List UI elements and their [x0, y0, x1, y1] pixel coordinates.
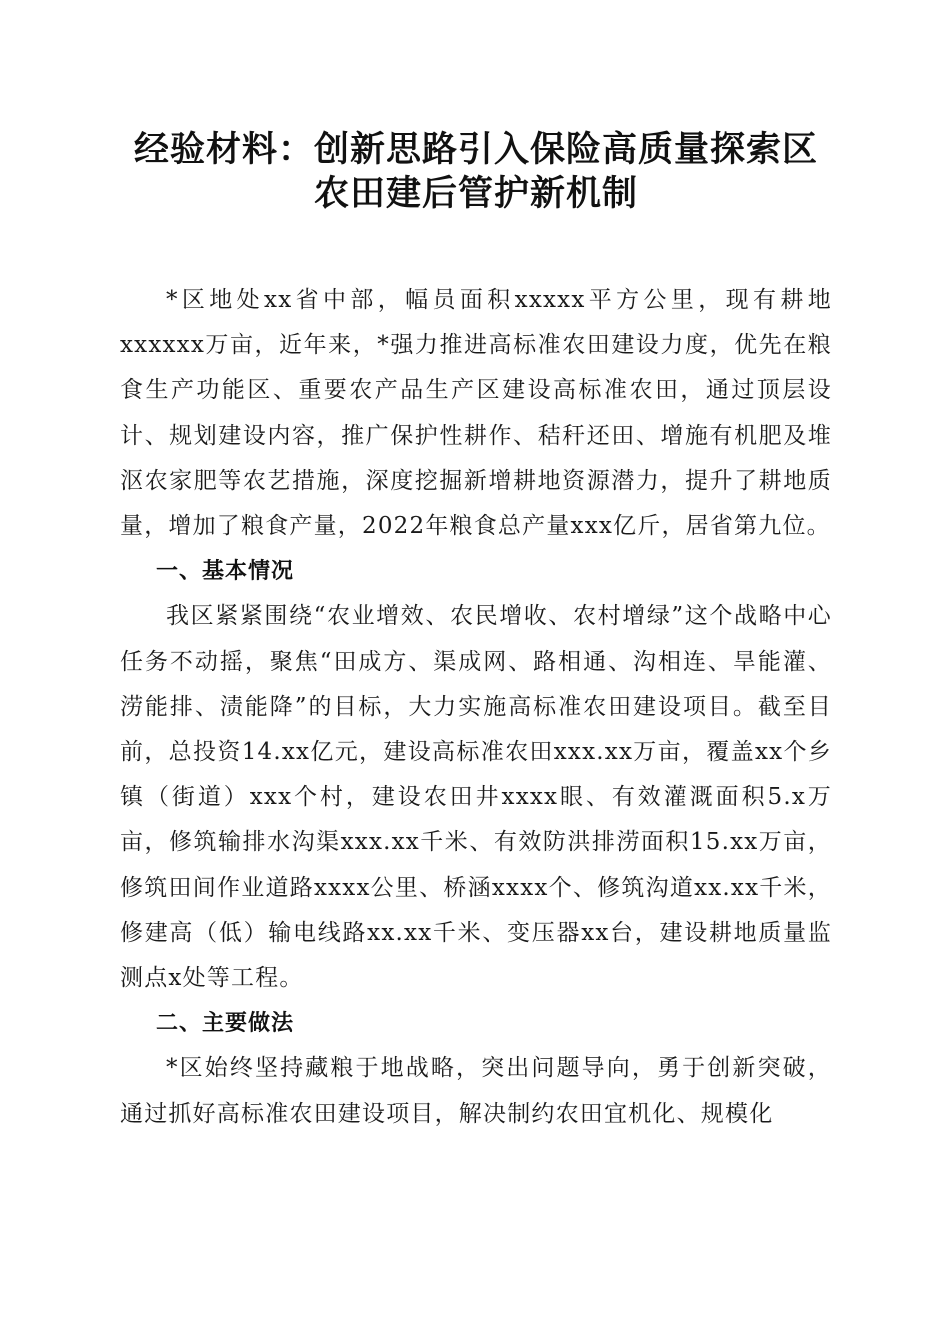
- section-heading-basic-situation: 一、基本情况: [156, 559, 295, 585]
- section-body-basic-situation: 我区紧紧围绕“农业增效、农民增收、农村增绿”这个战略中心任务不动摇，聚焦“田成方、渠成网、路相通、沟相连、旱能灌、涝能排、渍能降”的目标，大力实施高标准农田建设项目。截至目前，总投资14.xx亿元，建设高标准农田xxx.xx万亩，覆盖xx个乡镇（街道）xxx个村，建设农田井xxxx眼、有效灌溉面积5.x万亩，修筑输排水沟渠xxx.xx千米、有效防洪排涝面积15.xx万亩，修筑田间作业道路xxxx公里、桥涵xxxx个、修筑沟道xx.xx千米，修建高（低）输电线路xx.xx千米、变压器xx台，建设耕地质量监测点x处等工程。: [120, 603, 832, 992]
- intro-paragraph: *区地处xx省中部，幅员面积xxxxx平方公里，现有耕地xxxxxx万亩，近年来，*强力推进高标准农田建设力度，优先在粮食生产功能区、重要农产品生产区建设高标准农田，通过顶层设计、规划建设内容，推广保护性耕作、秸秆还田、增施有机肥及堆沤农家肥等农艺措施，深度挖掘新增耕地资源潜力，提升了耕地质量，增加了粮食产量，2022年粮食总产量xxx亿斤，居省第九位。: [120, 287, 832, 540]
- document-title: 经验材料：创新思路引入保险高质量探索区农田建后管护新机制: [133, 130, 818, 214]
- section-heading-main-practices: 二、主要做法: [156, 1011, 295, 1037]
- section-body-main-practices: *区始终坚持藏粮于地战略，突出问题导向，勇于创新突破，通过抓好高标准农田建设项目，解决制约农田宜机化、规模化: [120, 1055, 832, 1127]
